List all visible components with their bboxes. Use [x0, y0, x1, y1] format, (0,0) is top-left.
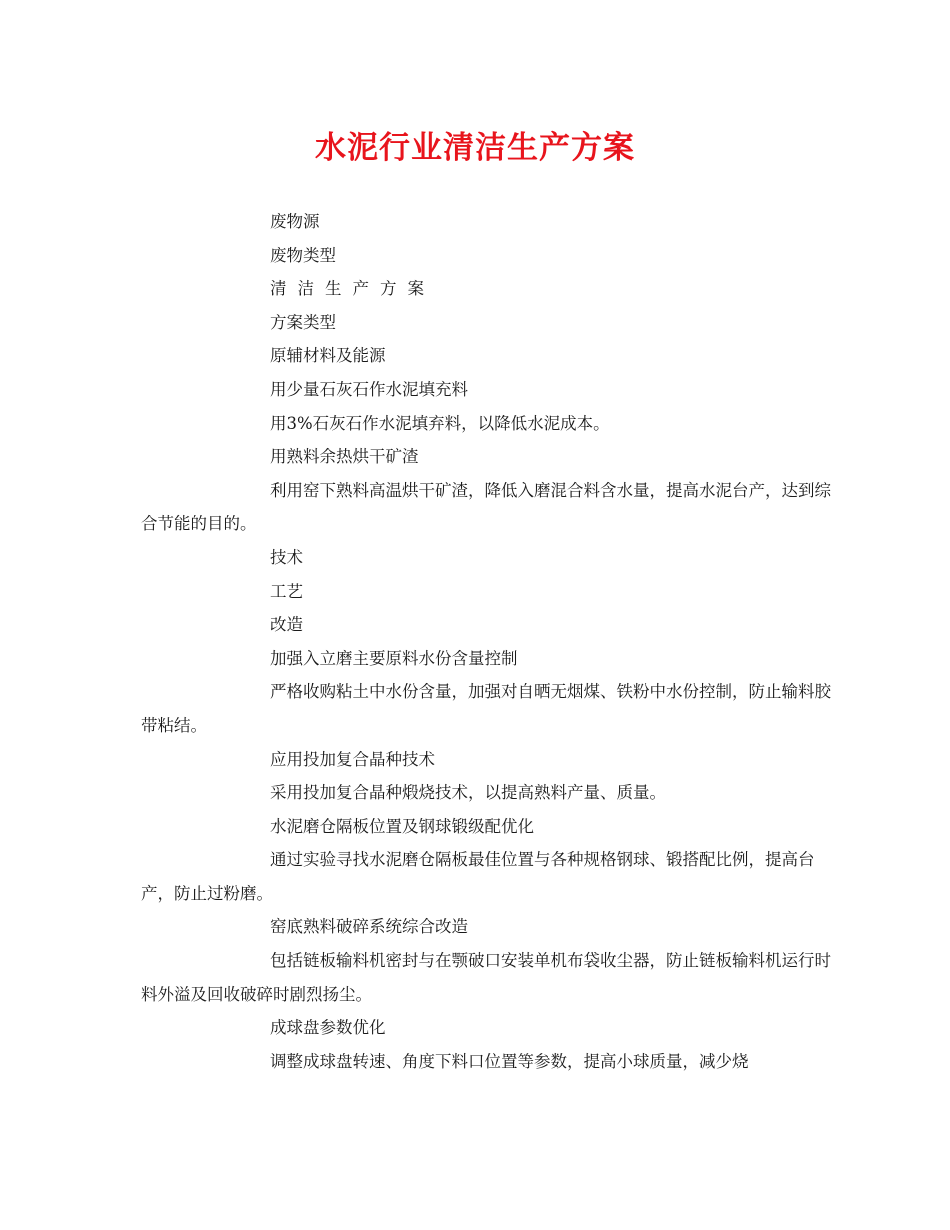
- paragraph: 原辅材料及能源: [270, 346, 386, 366]
- paragraph: 窑底熟料破碎系统综合改造: [270, 917, 468, 937]
- document-title: 水泥行业清洁生产方案: [315, 130, 635, 166]
- paragraph: 废物源: [270, 212, 320, 231]
- paragraph: 加强入立磨主要原料水份含量控制: [270, 648, 518, 668]
- paragraph: 应用投加复合晶种技术: [270, 749, 435, 769]
- paragraph: 通过实验寻找水泥磨仓隔板最佳位置与各种规格钢球、锻搭配比例，提高台产，防止过粉磨。: [141, 850, 815, 903]
- paragraph: 工艺: [270, 581, 303, 601]
- paragraph: 采用投加复合晶种煅烧技术，以提高熟料产量、质量。: [270, 783, 666, 803]
- paragraph: 利用窑下熟料高温烘干矿渣，降低入磨混合料含水量，提高水泥台产，达到综合节能的目的。: [141, 480, 831, 534]
- paragraph: 方案类型: [270, 312, 336, 332]
- document-body: [141, 205, 831, 1078]
- paragraph: 用熟料余热烘干矿渣: [270, 447, 419, 467]
- paragraph: 用3%石灰石作水泥填弃料，以降低水泥成本。: [270, 413, 610, 433]
- paragraph: 严格收购粘土中水份含量，加强对自晒无烟煤、铁粉中水份控制，防止输料胶带粘结。: [141, 682, 831, 735]
- paragraph: 改造: [270, 615, 303, 635]
- paragraph: 成球盘参数优化: [270, 1018, 386, 1038]
- paragraph: 包括链板输料机密封与在颚破口安装单机布袋收尘器，防止链板输料机运行时料外溢及回收破碎时剧烈扬尘。: [141, 951, 831, 1004]
- paragraph: 调整成球盘转速、角度下料口位置等参数，提高小球质量，减少烧: [270, 1051, 749, 1071]
- paragraph: 废物类型: [270, 245, 336, 265]
- paragraph: 清洁生产方案: [270, 279, 435, 299]
- paragraph: 水泥磨仓隔板位置及钢球锻级配优化: [270, 816, 534, 836]
- paragraph: 技术: [270, 547, 303, 567]
- paragraph: 用少量石灰石作水泥填充料: [270, 379, 468, 399]
